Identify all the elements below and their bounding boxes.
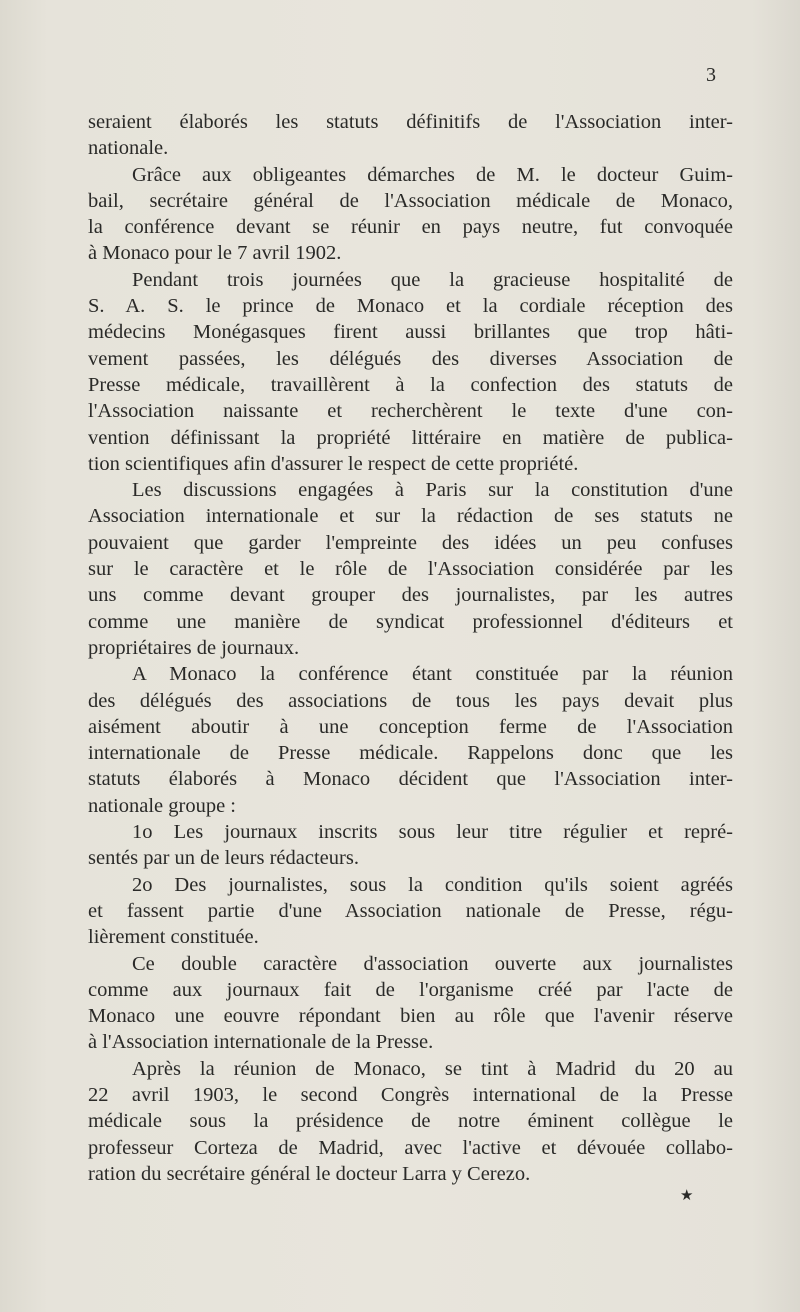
text-line: à l'Association internationale de la Presse. [88,1031,434,1054]
text-line: Les discussions engagées à Paris sur la constitution d'une [132,479,733,502]
text-line: propriétaires de journaux. [88,636,300,659]
text-line: l'Association naissante et recherchèrent le texte d'une con- [88,400,733,423]
text-line: sentés par un de leurs rédacteurs. [88,847,359,870]
text-line: 2o Des journalistes, sous la condition qu'ils soient agréés [132,873,733,896]
text-line: tion scientifiques afin d'assurer le respect de cette propriété. [88,452,579,475]
page-number: 3 [706,64,716,86]
text-line: comme une manière de syndicat professionnel d'éditeurs et [88,610,733,633]
text-line: et fassent partie d'une Association nationale de Presse, régu- [88,899,733,922]
text-line: vention définissant la propriété littéraire en matière de publica- [88,426,733,449]
text-line: Grâce aux obligeantes démarches de M. le docteur Guim- [132,163,733,186]
text-line: pouvaient que garder l'empreinte des idées un peu confuses [88,531,733,554]
text-line: Association internationale et sur la rédaction de ses statuts ne [88,505,733,528]
text-line: lièrement constituée. [88,926,259,949]
star-ornament: ★ [680,1188,694,1204]
text-line: Ce double caractère d'association ouverte aux journalistes [132,952,733,975]
text-line: à Monaco pour le 7 avril 1902. [88,242,342,265]
text-line: A Monaco la conférence étant constituée par la réunion [132,663,733,686]
text-line: Monaco une eouvre répondant bien au rôle que l'avenir réserve [88,1005,733,1028]
text-line: nationale. [88,137,169,160]
text-line: 1o Les journaux inscrits sous leur titre régulier et repré- [132,821,733,844]
text-line: Après la réunion de Monaco, se tint à Madrid du 20 au [132,1057,733,1080]
text-line: Presse médicale, travaillèrent à la confection des statuts de [88,373,733,396]
text-line: sur le caractère et le rôle de l'Association considérée par les [88,558,733,581]
text-line: Pendant trois journées que la gracieuse hospitalité de [132,268,733,291]
text-line: S. A. S. le prince de Monaco et la cordiale réception des [88,295,733,318]
text-line: internationale de Presse médicale. Rappelons donc que les [88,742,733,765]
text-line: ration du secrétaire général le docteur Larra y Cerezo. [88,1162,531,1185]
text-line: vement passées, les délégués des diverses Association de [88,347,733,370]
text-line: médicale sous la présidence de notre éminent collègue le [88,1110,733,1133]
text-line: médecins Monégasques firent aussi brillantes que trop hâti- [88,321,733,344]
text-line: des délégués des associations de tous les pays devait plus [88,689,733,712]
text-line: aisément aboutir à une conception ferme de l'Association [88,715,733,738]
text-line: statuts élaborés à Monaco décident que l'Association inter- [88,768,733,791]
text-line: comme aux journaux fait de l'organisme créé par l'acte de [88,978,733,1001]
text-line: uns comme devant grouper des journalistes, par les autres [88,584,733,607]
text-line: nationale groupe : [88,794,237,817]
text-line: bail, secrétaire général de l'Association médicale de Monaco, [88,189,733,212]
body-text [88,110,733,1188]
text-line: la conférence devant se réunir en pays neutre, fut convoquée [88,216,733,239]
text-line: 22 avril 1903, le second Congrès international de la Presse [88,1083,733,1106]
text-line: professeur Corteza de Madrid, avec l'active et dévouée collabo- [88,1136,733,1159]
text-line: seraient élaborés les statuts définitifs de l'Association inter- [88,111,733,133]
